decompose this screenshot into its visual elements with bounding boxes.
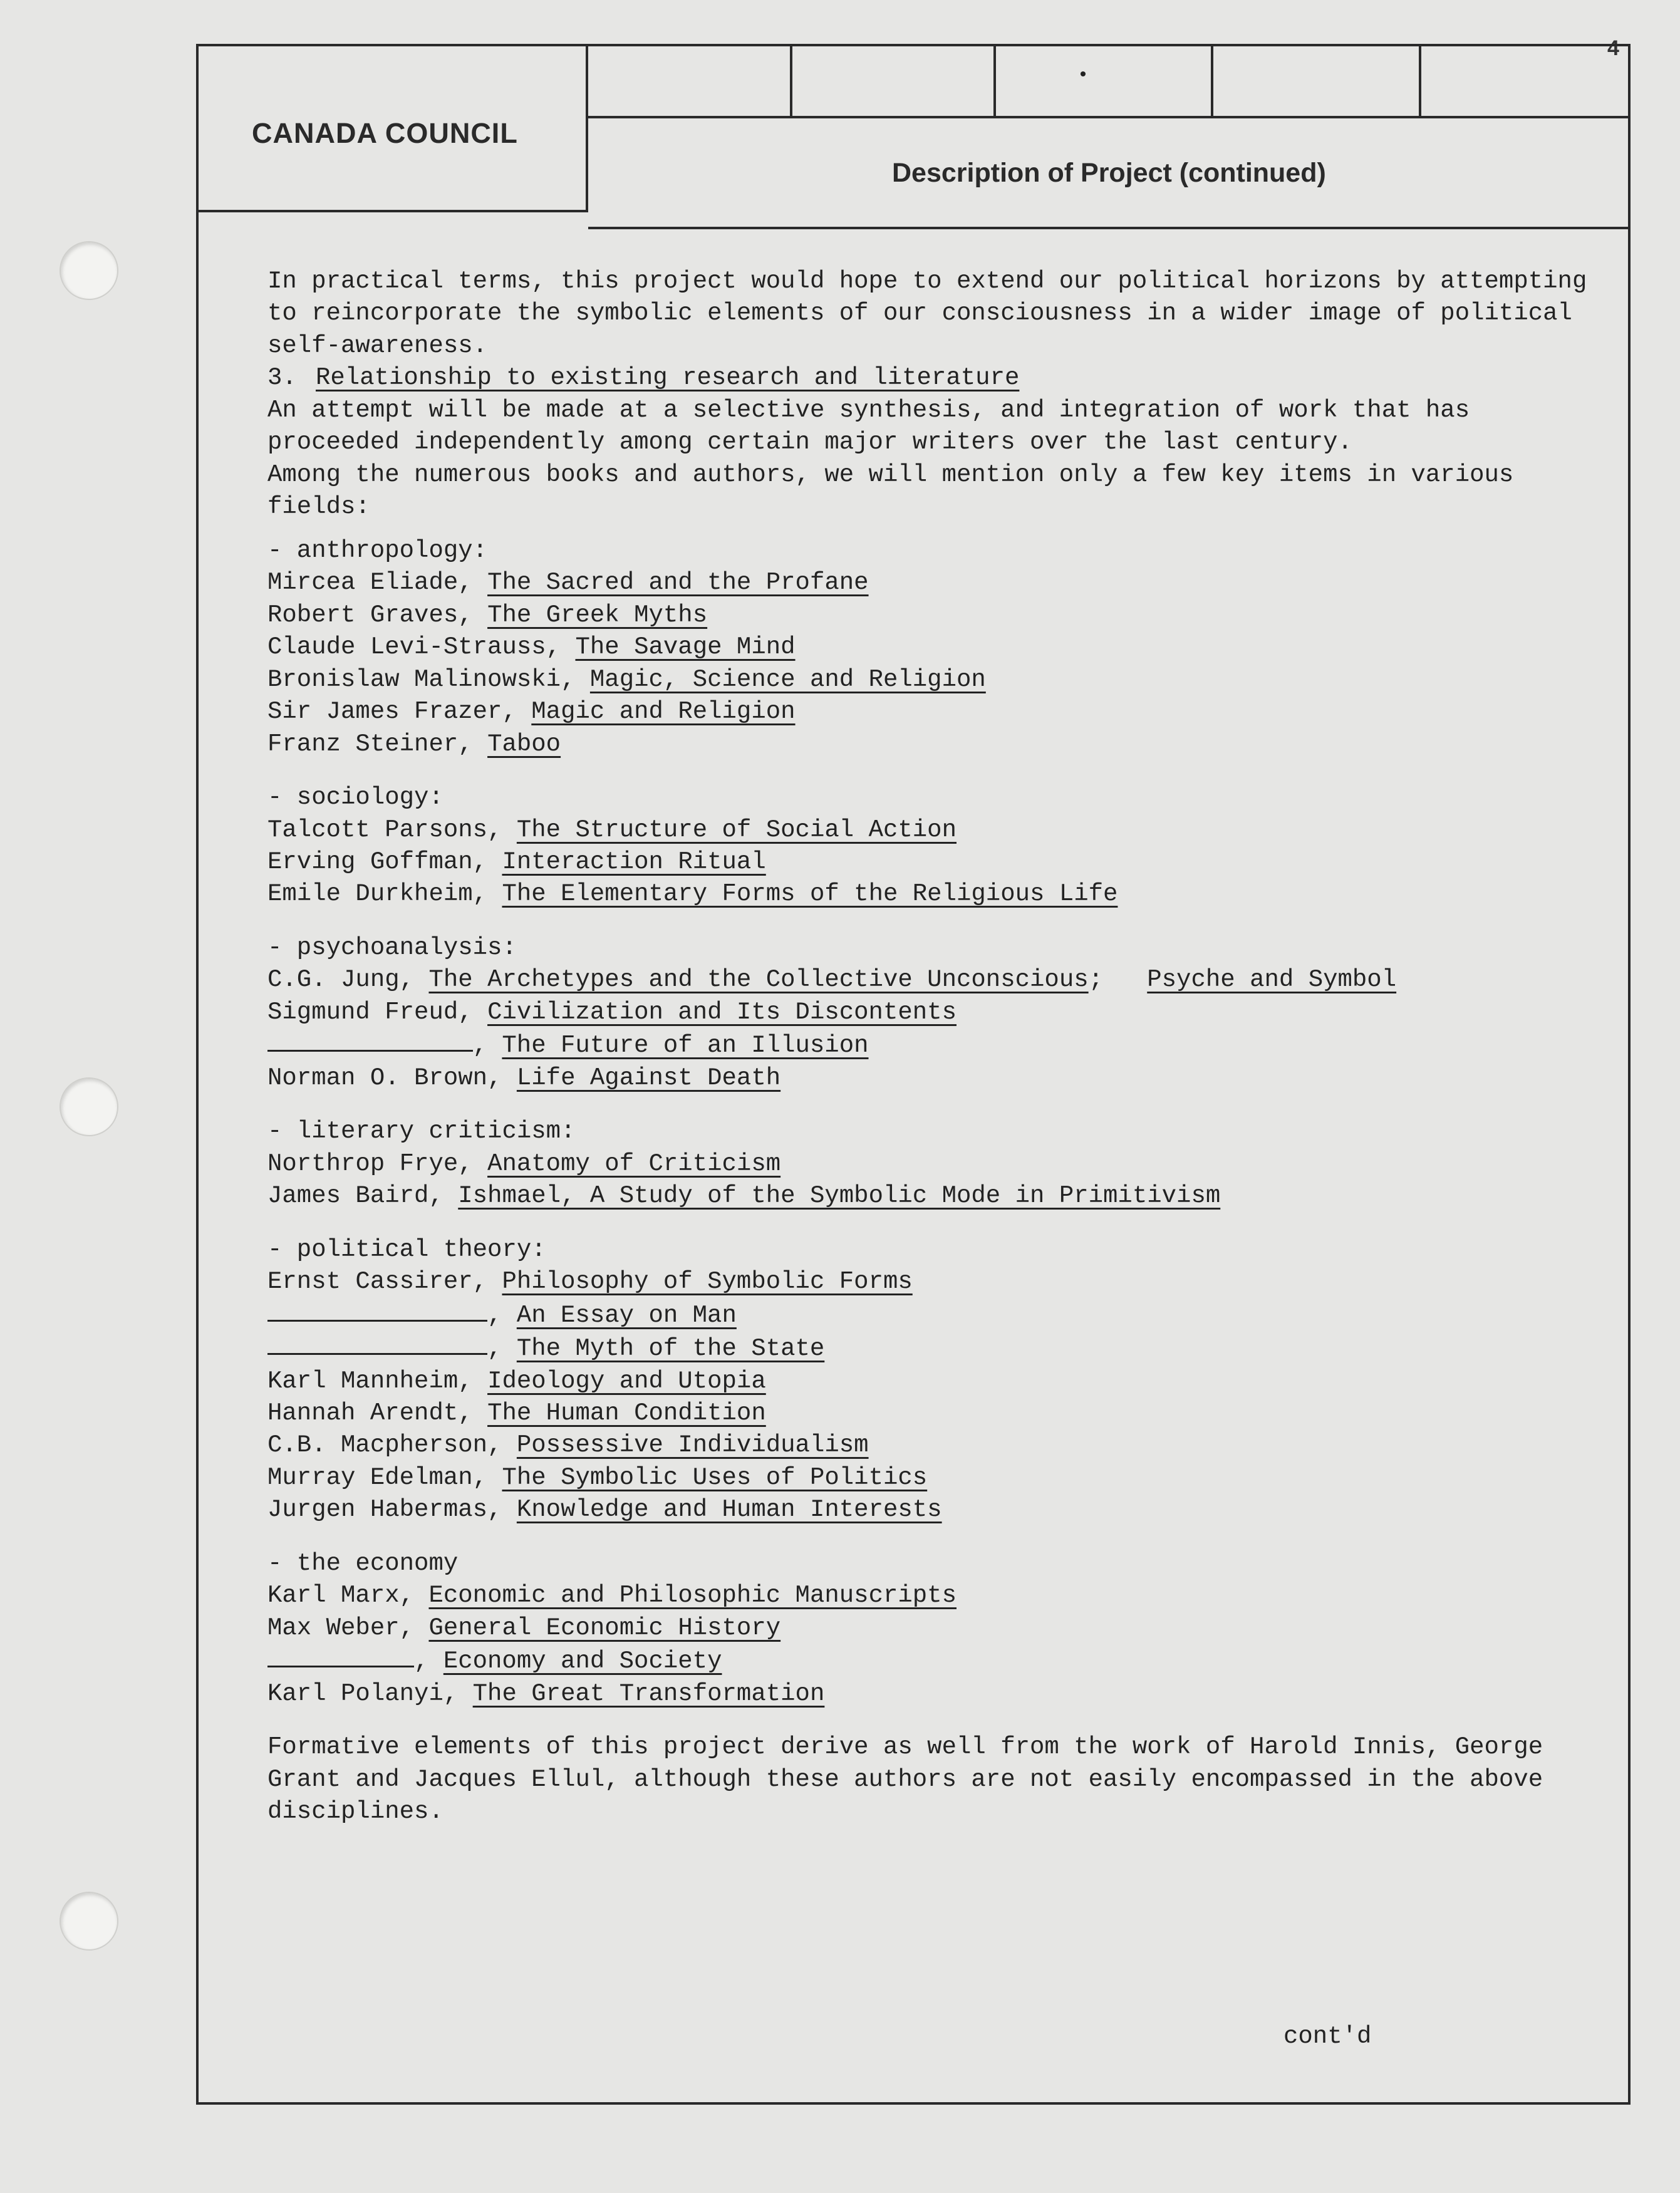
reference-entry <box>267 1462 1589 1494</box>
reference-entry <box>267 997 1589 1029</box>
header-mark: • <box>1077 65 1089 86</box>
reference-author: Ernst Cassirer, <box>267 1268 488 1296</box>
binder-hole <box>60 241 118 300</box>
binder-hole <box>60 1077 118 1136</box>
reference-entry <box>267 846 1589 878</box>
reference-title: The Myth of the State <box>516 1335 825 1363</box>
reference-entry <box>267 1580 1589 1612</box>
reference-entry <box>267 878 1589 910</box>
reference-title: Civilization and Its Discontents <box>487 998 957 1026</box>
reference-title: Taboo <box>487 730 561 758</box>
header-box <box>588 46 792 116</box>
reference-title: The Future of an Illusion <box>502 1032 869 1060</box>
field-label: - literary criticism: <box>267 1117 576 1146</box>
reference-entry: , Economy and Society <box>267 1644 1589 1677</box>
reference-title: Philosophy of Symbolic Forms <box>502 1268 913 1296</box>
reference-title: Anatomy of Criticism <box>487 1149 781 1178</box>
reference-title: The Elementary Forms of the Religious Life <box>502 880 1118 908</box>
field-label: - political theory: <box>267 1235 546 1263</box>
reference-title: Ishmael, A Study of the Symbolic Mode in Primitivism <box>458 1182 1221 1210</box>
reference-separator: ; <box>1088 966 1104 994</box>
reference-author: Talcott Parsons, <box>267 816 502 844</box>
reference-title: The Sacred and the Profane <box>487 569 869 597</box>
document-body <box>267 266 1589 1828</box>
reference-entry <box>267 728 1589 760</box>
reference-entry <box>267 1494 1589 1526</box>
reference-entry <box>267 1366 1589 1397</box>
reference-title: Life Against Death <box>516 1064 781 1092</box>
reference-author: Karl Polanyi, <box>267 1679 459 1708</box>
header-boxes <box>588 46 1629 118</box>
reference-title: Knowledge and Human Interests <box>516 1496 942 1524</box>
reference-entry <box>267 1397 1589 1429</box>
reference-title: An Essay on Man <box>516 1301 737 1329</box>
reference-list <box>267 1266 1589 1527</box>
header-right-cell <box>588 46 1629 229</box>
reference-author: Norman O. Brown, <box>267 1064 502 1092</box>
ditto-line <box>267 1332 487 1355</box>
reference-entry <box>267 1266 1589 1298</box>
header-box <box>1213 46 1421 116</box>
reference-author: Max Weber, <box>267 1614 415 1642</box>
reference-entry: , An Essay on Man <box>267 1299 1589 1332</box>
reference-entry <box>267 1678 1589 1710</box>
reference-title: Economic and Philosophic Manuscripts <box>428 1582 957 1610</box>
reference-author: Emile Durkheim, <box>267 880 488 908</box>
reference-entry <box>267 964 1589 996</box>
reference-author: Northrop Frye, <box>267 1149 473 1178</box>
reference-list <box>267 567 1589 760</box>
intro-paragraph: In practical terms, this project would hope to extend our political horizons by attempting to reincorporate the symbolic elements of our consciousness in a wider image of political self-awareness. <box>267 267 1587 360</box>
reference-title: Interaction Ritual <box>502 848 766 876</box>
field-list <box>267 535 1589 1710</box>
reference-author: Murray Edelman, <box>267 1463 488 1491</box>
header-box <box>1421 46 1629 116</box>
section-number: 3. <box>267 364 297 392</box>
binder-hole <box>60 1892 118 1951</box>
field-label: - psychoanalysis: <box>267 933 517 962</box>
reference-title: Magic, Science and Religion <box>589 665 986 693</box>
reference-author: Karl Mannheim, <box>267 1367 473 1395</box>
section-title: Relationship to existing research and literature <box>316 364 1020 392</box>
reference-entry: , The Future of an Illusion <box>267 1029 1589 1062</box>
ditto-line <box>267 1029 473 1052</box>
header-organization-cell <box>199 46 588 212</box>
ditto-line <box>267 1644 414 1667</box>
reference-author: Franz Steiner, <box>267 730 473 758</box>
organization-name: CANADA COUNCIL <box>252 117 518 149</box>
reference-entry <box>267 1612 1589 1644</box>
form-frame <box>196 44 1631 2105</box>
reference-author: James Baird, <box>267 1182 443 1210</box>
reference-list <box>267 1148 1589 1213</box>
continued-marker: cont'd <box>1283 2023 1372 2050</box>
reference-entry <box>267 1148 1589 1180</box>
reference-entry <box>267 696 1589 728</box>
reference-list <box>267 1580 1589 1710</box>
field-label: - sociology: <box>267 784 443 812</box>
reference-entry <box>267 664 1589 696</box>
reference-title: The Structure of Social Action <box>516 816 957 844</box>
reference-title: The Greek Myths <box>487 601 708 629</box>
reference-title: Ideology and Utopia <box>487 1367 766 1395</box>
header-box <box>996 46 1213 116</box>
reference-entry <box>267 567 1589 599</box>
reference-title: The Symbolic Uses of Politics <box>502 1463 928 1491</box>
reference-title: The Savage Mind <box>575 633 796 661</box>
field-label: - anthropology: <box>267 536 488 564</box>
reference-author: C.G. Jung, <box>267 966 415 994</box>
page-number: 4 <box>1607 36 1619 60</box>
reference-title: Economy and Society <box>443 1647 722 1676</box>
reference-title: General Economic History <box>428 1614 781 1642</box>
reference-author: Erving Goffman, <box>267 848 488 876</box>
reference-entry <box>267 1180 1589 1212</box>
reference-title: The Human Condition <box>487 1399 766 1427</box>
reference-author: C.B. Macpherson, <box>267 1431 502 1459</box>
reference-entry <box>267 1429 1589 1461</box>
reference-entry <box>267 1062 1589 1094</box>
reference-author: Bronislaw Malinowski, <box>267 665 576 693</box>
reference-title: Psyche and Symbol <box>1147 966 1397 994</box>
reference-author: Sir James Frazer, <box>267 698 517 726</box>
reference-list <box>267 814 1589 911</box>
reference-author: Karl Marx, <box>267 1582 415 1610</box>
reference-entry: , The Myth of the State <box>267 1332 1589 1365</box>
section-heading <box>267 362 1589 394</box>
reference-title: The Great Transformation <box>472 1679 825 1708</box>
reference-entry <box>267 814 1589 846</box>
reference-author: Mircea Eliade, <box>267 569 473 597</box>
header-box <box>792 46 996 116</box>
section-header-title: Description of Project (continued) <box>892 158 1326 188</box>
reference-list <box>267 964 1589 1094</box>
reference-author: Claude Levi-Strauss, <box>267 633 561 661</box>
reference-author: Sigmund Freud, <box>267 998 473 1026</box>
reference-author: Robert Graves, <box>267 601 473 629</box>
reference-title: The Archetypes and the Collective Unconscious <box>428 966 1089 994</box>
closing-paragraph: Formative elements of this project derive as well from the work of Harold Innis, George Grant and Jacques Ellul, although these authors are not easily encompassed in the above disciplines. <box>267 1733 1543 1826</box>
reference-entry <box>267 599 1589 631</box>
reference-author: Hannah Arendt, <box>267 1399 473 1427</box>
field-label: - the economy <box>267 1549 459 1577</box>
ditto-line <box>267 1299 487 1322</box>
reference-author: Jurgen Habermas, <box>267 1496 502 1524</box>
reference-title: Magic and Religion <box>531 698 796 726</box>
reference-title: Possessive Individualism <box>516 1431 869 1459</box>
reference-entry <box>267 631 1589 663</box>
body-paragraph: An attempt will be made at a selective synthesis, and integration of work that has proceeded independently among certain major writers over the last century. <box>267 396 1470 457</box>
body-paragraph: Among the numerous books and authors, we will mention only a few key items in various fields: <box>267 460 1514 521</box>
